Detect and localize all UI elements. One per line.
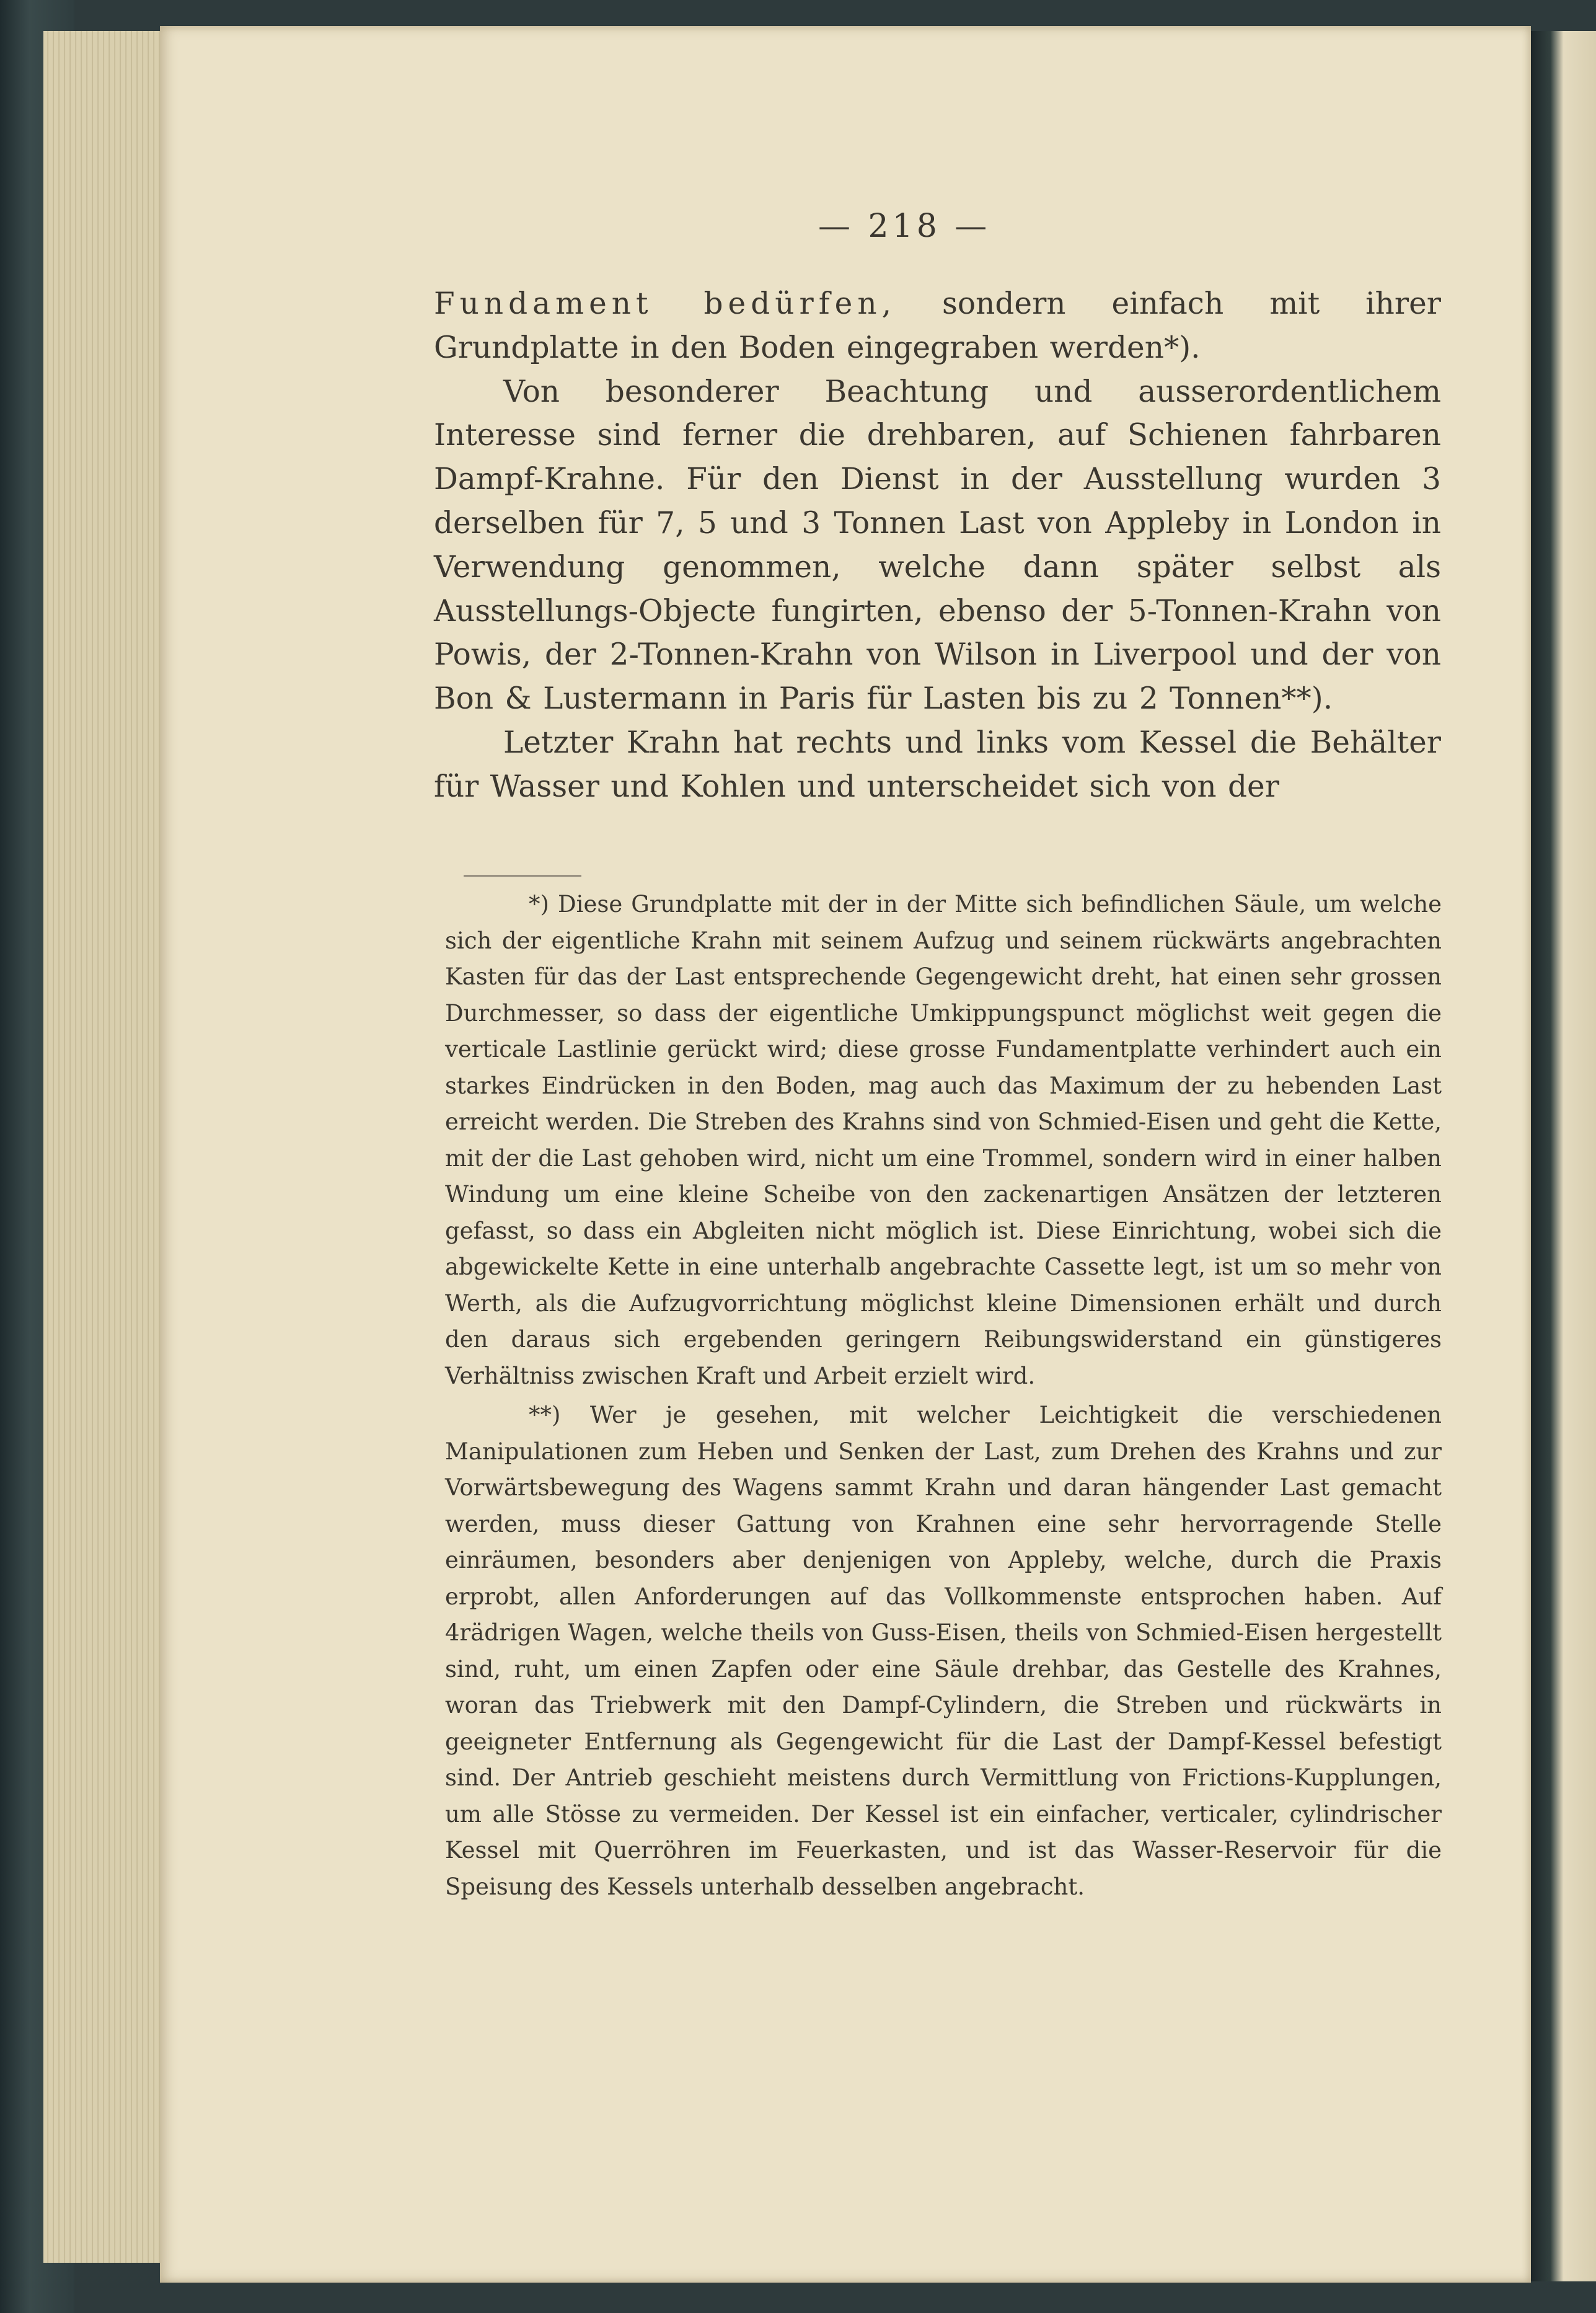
paragraph-1-rest: sondern einfach mit ihrer Grundplatte in den Boden eingegraben werden*).: [434, 286, 1441, 365]
main-text: [434, 282, 1441, 809]
footnote-divider: [464, 875, 581, 877]
footnote-1: *) Diese Grundplatte mit der in der Mitte sich befindlichen Säule, um welche sich der eigentliche Krahn mit seinem Aufzug und seinem rückwärts angebrachten Kasten für das der Last entsprechende Gegengewicht dreht, hat einen sehr grossen Durchmesser, so dass der eigentliche Umkippungspunct möglichst weit gegen die verticale Lastlinie gerückt wird; diese grosse Fundamentplatte verhindert auch ein starkes Eindrücken in den Boden, mag auch das Maximum der zu hebenden Last erreicht werden. Die Streben des Krahns sind von Schmied-Eisen und geht die Kette, mit der die Last gehoben wird, nicht um eine Trommel, sondern wird in einer halben Windung um eine kleine Scheibe von den zackenartigen Ansätzen der letzteren gefasst, so dass ein Abgleiten nicht möglich ist. Diese Einrichtung, wobei sich die abgewickelte Kette in eine unterhalb angebrachte Cassette legt, ist um so mehr von Werth, als die Aufzugvorrichtung möglichst kleine Dimensionen erhält und durch den daraus sich ergebenden geringern Reibungswiderstand ein günstigeres Verhältniss zwischen Kraft und Arbeit erzielt wird.: [445, 891, 1442, 1389]
paragraph-2: Von besonderer Beachtung und ausserordentlichem Interesse sind ferner die drehbaren, auf Schienen fahrbaren Dampf-Krahne. Für den Dienst in der Ausstellung wurden 3 derselben für 7, 5 und 3 Tonnen Last von Appleby in London in Verwendung genommen, welche dann später selbst als Ausstellungs-Objecte fungirten, ebenso der 5-Tonnen-Krahn von Powis, der 2-Tonnen-Krahn von Wilson in Liverpool und der von Bon & Lustermann in Paris für Lasten bis zu 2 Tonnen**).: [434, 374, 1441, 717]
page-number: — 218 —: [818, 208, 991, 245]
paragraph-3: Letzter Krahn hat rechts und links vom Kessel die Behälter für Wasser und Kohlen und unterscheidet sich von der: [434, 725, 1441, 804]
book-cover-right: [1531, 31, 1596, 2281]
paragraph-1: [434, 282, 1441, 370]
footnote-2: **) Wer je gesehen, mit welcher Leichtigkeit die verschiedenen Manipulationen zum Heben und Senken der Last, zum Drehen des Krahns und zur Vorwärtsbewegung des Wagens sammt Krahn und daran hängender Last gemacht werden, muss dieser Gattung von Krahnen eine sehr hervorragende Stelle einräumen, besonders aber denjenigen von Appleby, welche, durch die Praxis erprobt, allen Anforderungen auf das Vollkommenste entsprochen haben. Auf 4rädrigen Wagen, welche theils von Guss-Eisen, theils von Schmied-Eisen hergestellt sind, ruht, um einen Zapfen oder eine Säule drehbar, das Gestelle des Krahnes, woran das Triebwerk mit den Dampf-Cylindern, die Streben und rückwärts in geeigneter Entfernung als Gegengewicht für die Last der Dampf-Kessel befestigt sind. Der Antrieb geschieht meistens durch Vermittlung von Frictions-Kupplungen, um alle Stösse zu vermeiden. Der Kessel ist ein einfacher, verticaler, cylindrischer Kessel mit Querröhren im Feuerkasten, und ist das Wasser-Reservoir für die Speisung des Kessels unterhalb desselben angebracht.: [445, 1402, 1442, 1900]
footnotes: [445, 887, 1442, 1905]
spaced-emphasis: Fundament bedürfen,: [434, 286, 897, 321]
page-stack-edges: [43, 31, 167, 2263]
